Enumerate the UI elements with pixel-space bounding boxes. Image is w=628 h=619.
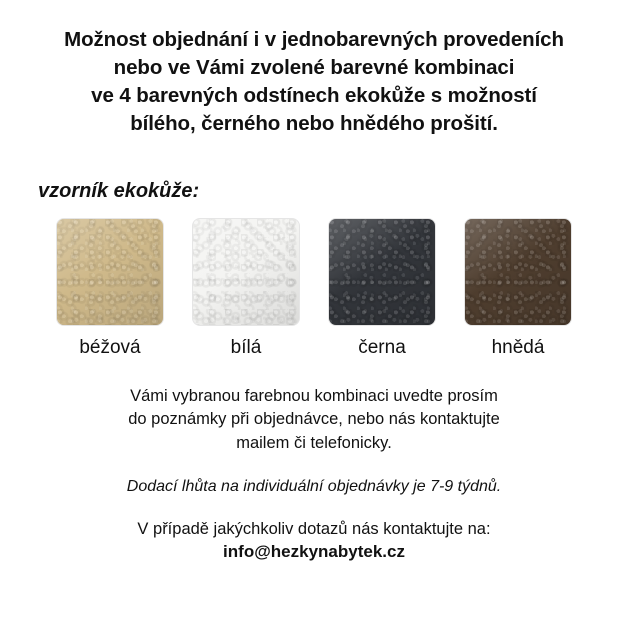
delivery-note: Dodací lhůta na individuální objednávky je 7-9 týdnů. (126, 478, 502, 496)
order-instructions-line-3: mailem či telefonicky. (236, 434, 392, 453)
swatch-row (0, 219, 628, 359)
swatch-section-title: vzorník ekokůže: (38, 179, 200, 202)
headline-line-4: bílého, černého nebo hnědého prošití. (130, 111, 498, 135)
swatch-color-beige[interactable] (57, 219, 163, 325)
swatch-item-beige[interactable] (57, 219, 163, 359)
swatch-color-white[interactable] (193, 219, 299, 325)
contact-prompt: V případě jakýchkoliv dotazů nás kontaktujte na: (137, 520, 491, 539)
order-instructions-line-1: Vámi vybranou farebnou kombinaci uvedte prosím (130, 386, 498, 405)
swatch-label-white: bílá (230, 336, 262, 358)
body-text (0, 385, 628, 563)
swatch-item-brown[interactable] (465, 219, 571, 359)
headline-line-3: ve 4 barevných odstínech ekokůže s možností (91, 83, 537, 107)
headline-line-2: nebo ve Vámi zvolené barevné kombinaci (113, 55, 515, 79)
swatch-item-white[interactable] (193, 219, 299, 359)
swatch-item-black[interactable] (329, 219, 435, 359)
headline-line-1: Možnost objednání i v jednobarevných provedeních (64, 28, 564, 51)
order-instructions-line-2: do poznámky při objednávce, nebo nás kontaktujte (128, 410, 500, 429)
headline (0, 0, 628, 138)
swatch-label-brown: hnědá (491, 336, 545, 358)
swatch-label-black: černa (358, 336, 406, 358)
swatch-color-brown[interactable] (465, 219, 571, 325)
swatch-label-beige: béžová (79, 336, 141, 358)
swatch-color-black[interactable] (329, 219, 435, 325)
contact-email[interactable]: info@hezkynabytek.cz (223, 542, 405, 562)
order-instructions (34, 385, 594, 457)
